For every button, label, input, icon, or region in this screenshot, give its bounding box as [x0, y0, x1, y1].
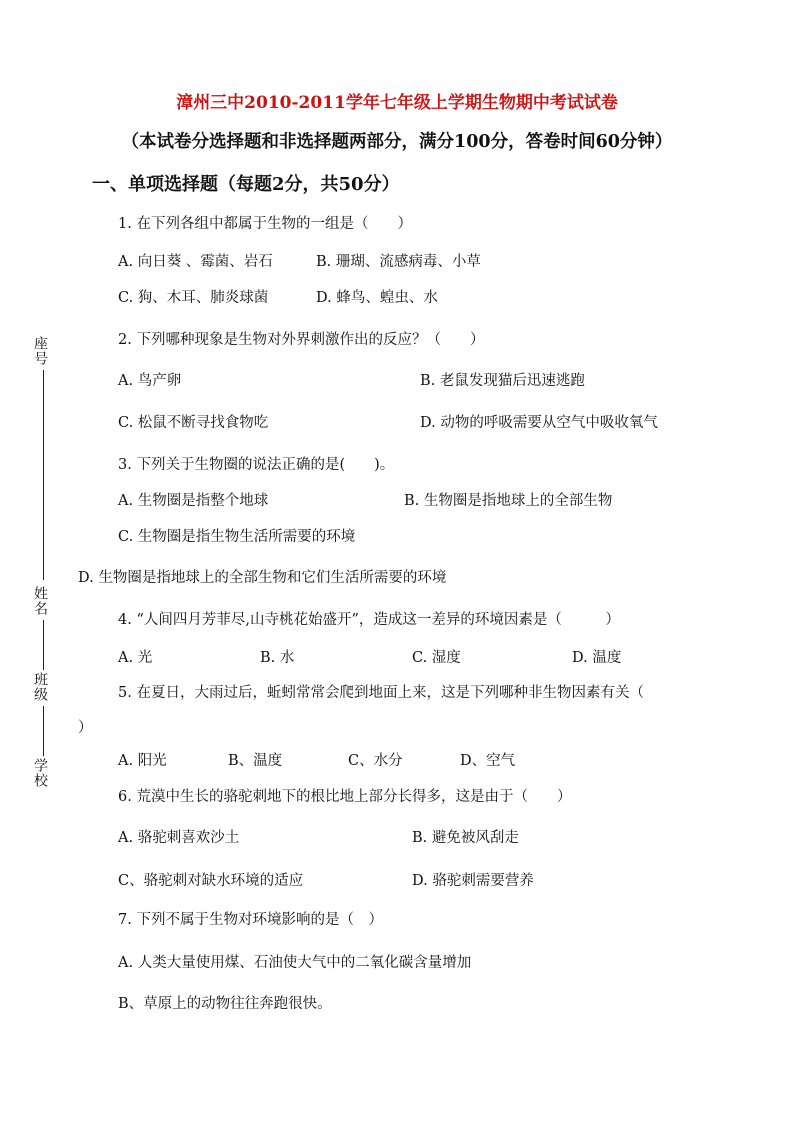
seat-line: [43, 370, 44, 580]
school-label: 学校: [32, 758, 48, 788]
name-label: 姓名: [32, 586, 48, 616]
question-2-stem: 2. 下列哪种现象是生物对外界刺激作出的反应？（ ）: [118, 332, 485, 348]
page-title: 漳州三中2010-2011学年七年级上学期生物期中考试试卷: [176, 93, 618, 113]
question-6-option-a: A. 骆驼刺喜欢沙土: [118, 830, 240, 846]
question-5-stem: 5. 在夏日，大雨过后，蚯蚓常常会爬到地面上来，这是下列哪种非生物因素有关（: [118, 685, 644, 701]
question-2-option-c: C. 松鼠不断寻找食物吃: [118, 415, 269, 431]
question-4-option-d: D. 温度: [572, 650, 622, 666]
class-label: 班级: [32, 672, 48, 702]
question-3-option-d: D. 生物圈是指地球上的全部生物和它们生活所需要的环境: [78, 570, 447, 586]
question-1-option-d: D. 蜂鸟、蝗虫、水: [316, 290, 438, 306]
question-4-stem: 4. “人间四月芳菲尽,山寺桃花始盛开”，造成这一差异的环境因素是（ ）: [118, 612, 620, 628]
question-2-option-d: D. 动物的呼吸需要从空气中吸收氧气: [420, 415, 658, 431]
question-6-option-d: D. 骆驼刺需要营养: [412, 873, 534, 889]
question-1-stem: 1. 在下列各组中都属于生物的一组是（ ）: [118, 216, 412, 232]
question-7-option-a: A. 人类大量使用煤、石油使大气中的二氧化碳含量增加: [118, 955, 472, 971]
question-3-stem: 3. 下列关于生物圈的说法正确的是( )。: [118, 457, 395, 473]
question-5-stem-continuation: ）: [78, 720, 93, 736]
question-4-option-b: B. 水: [260, 650, 295, 666]
question-5-option-c: C、水分: [348, 753, 403, 769]
question-5-option-d: D、空气: [460, 753, 516, 769]
question-7-stem: 7. 下列不属于生物对环境影响的是（ ）: [118, 912, 383, 928]
question-1-option-b: B. 珊瑚、流感病毒、小草: [316, 254, 481, 270]
section-heading: 一、单项选择题（每题2分，共50分）: [92, 174, 400, 195]
question-2-option-a: A. 鸟产卵: [118, 373, 182, 389]
page-subtitle: （本试卷分选择题和非选择题两部分，满分100分，答卷时间60分钟）: [121, 132, 673, 152]
question-5-option-b: B、温度: [228, 753, 283, 769]
seat-label: 座号: [32, 336, 48, 366]
question-6-stem: 6. 荒漠中生长的骆驼刺地下的根比地上部分长得多，这是由于（ ）: [118, 789, 572, 805]
question-2-option-b: B. 老鼠发现猫后迅速逃跑: [420, 373, 585, 389]
question-3-option-a: A. 生物圈是指整个地球: [118, 493, 269, 509]
question-1-option-a: A. 向日葵 、霉菌、岩石: [118, 254, 273, 270]
question-4-option-c: C. 湿度: [412, 650, 461, 666]
question-3-option-b: B. 生物圈是指地球上的全部生物: [404, 493, 613, 509]
name-line: [43, 620, 44, 670]
class-line: [43, 706, 44, 756]
question-5-option-a: A. 阳光: [118, 753, 167, 769]
question-7-option-b: B、草原上的动物往往奔跑很快。: [118, 996, 332, 1012]
question-4-option-a: A. 光: [118, 650, 153, 666]
question-3-option-c: C. 生物圈是指生物生活所需要的环境: [118, 529, 356, 545]
question-6-option-b: B. 避免被风刮走: [412, 830, 519, 846]
question-1-option-c: C. 狗、木耳、肺炎球菌: [118, 290, 269, 306]
question-6-option-c: C、骆驼刺对缺水环境的适应: [118, 873, 304, 889]
